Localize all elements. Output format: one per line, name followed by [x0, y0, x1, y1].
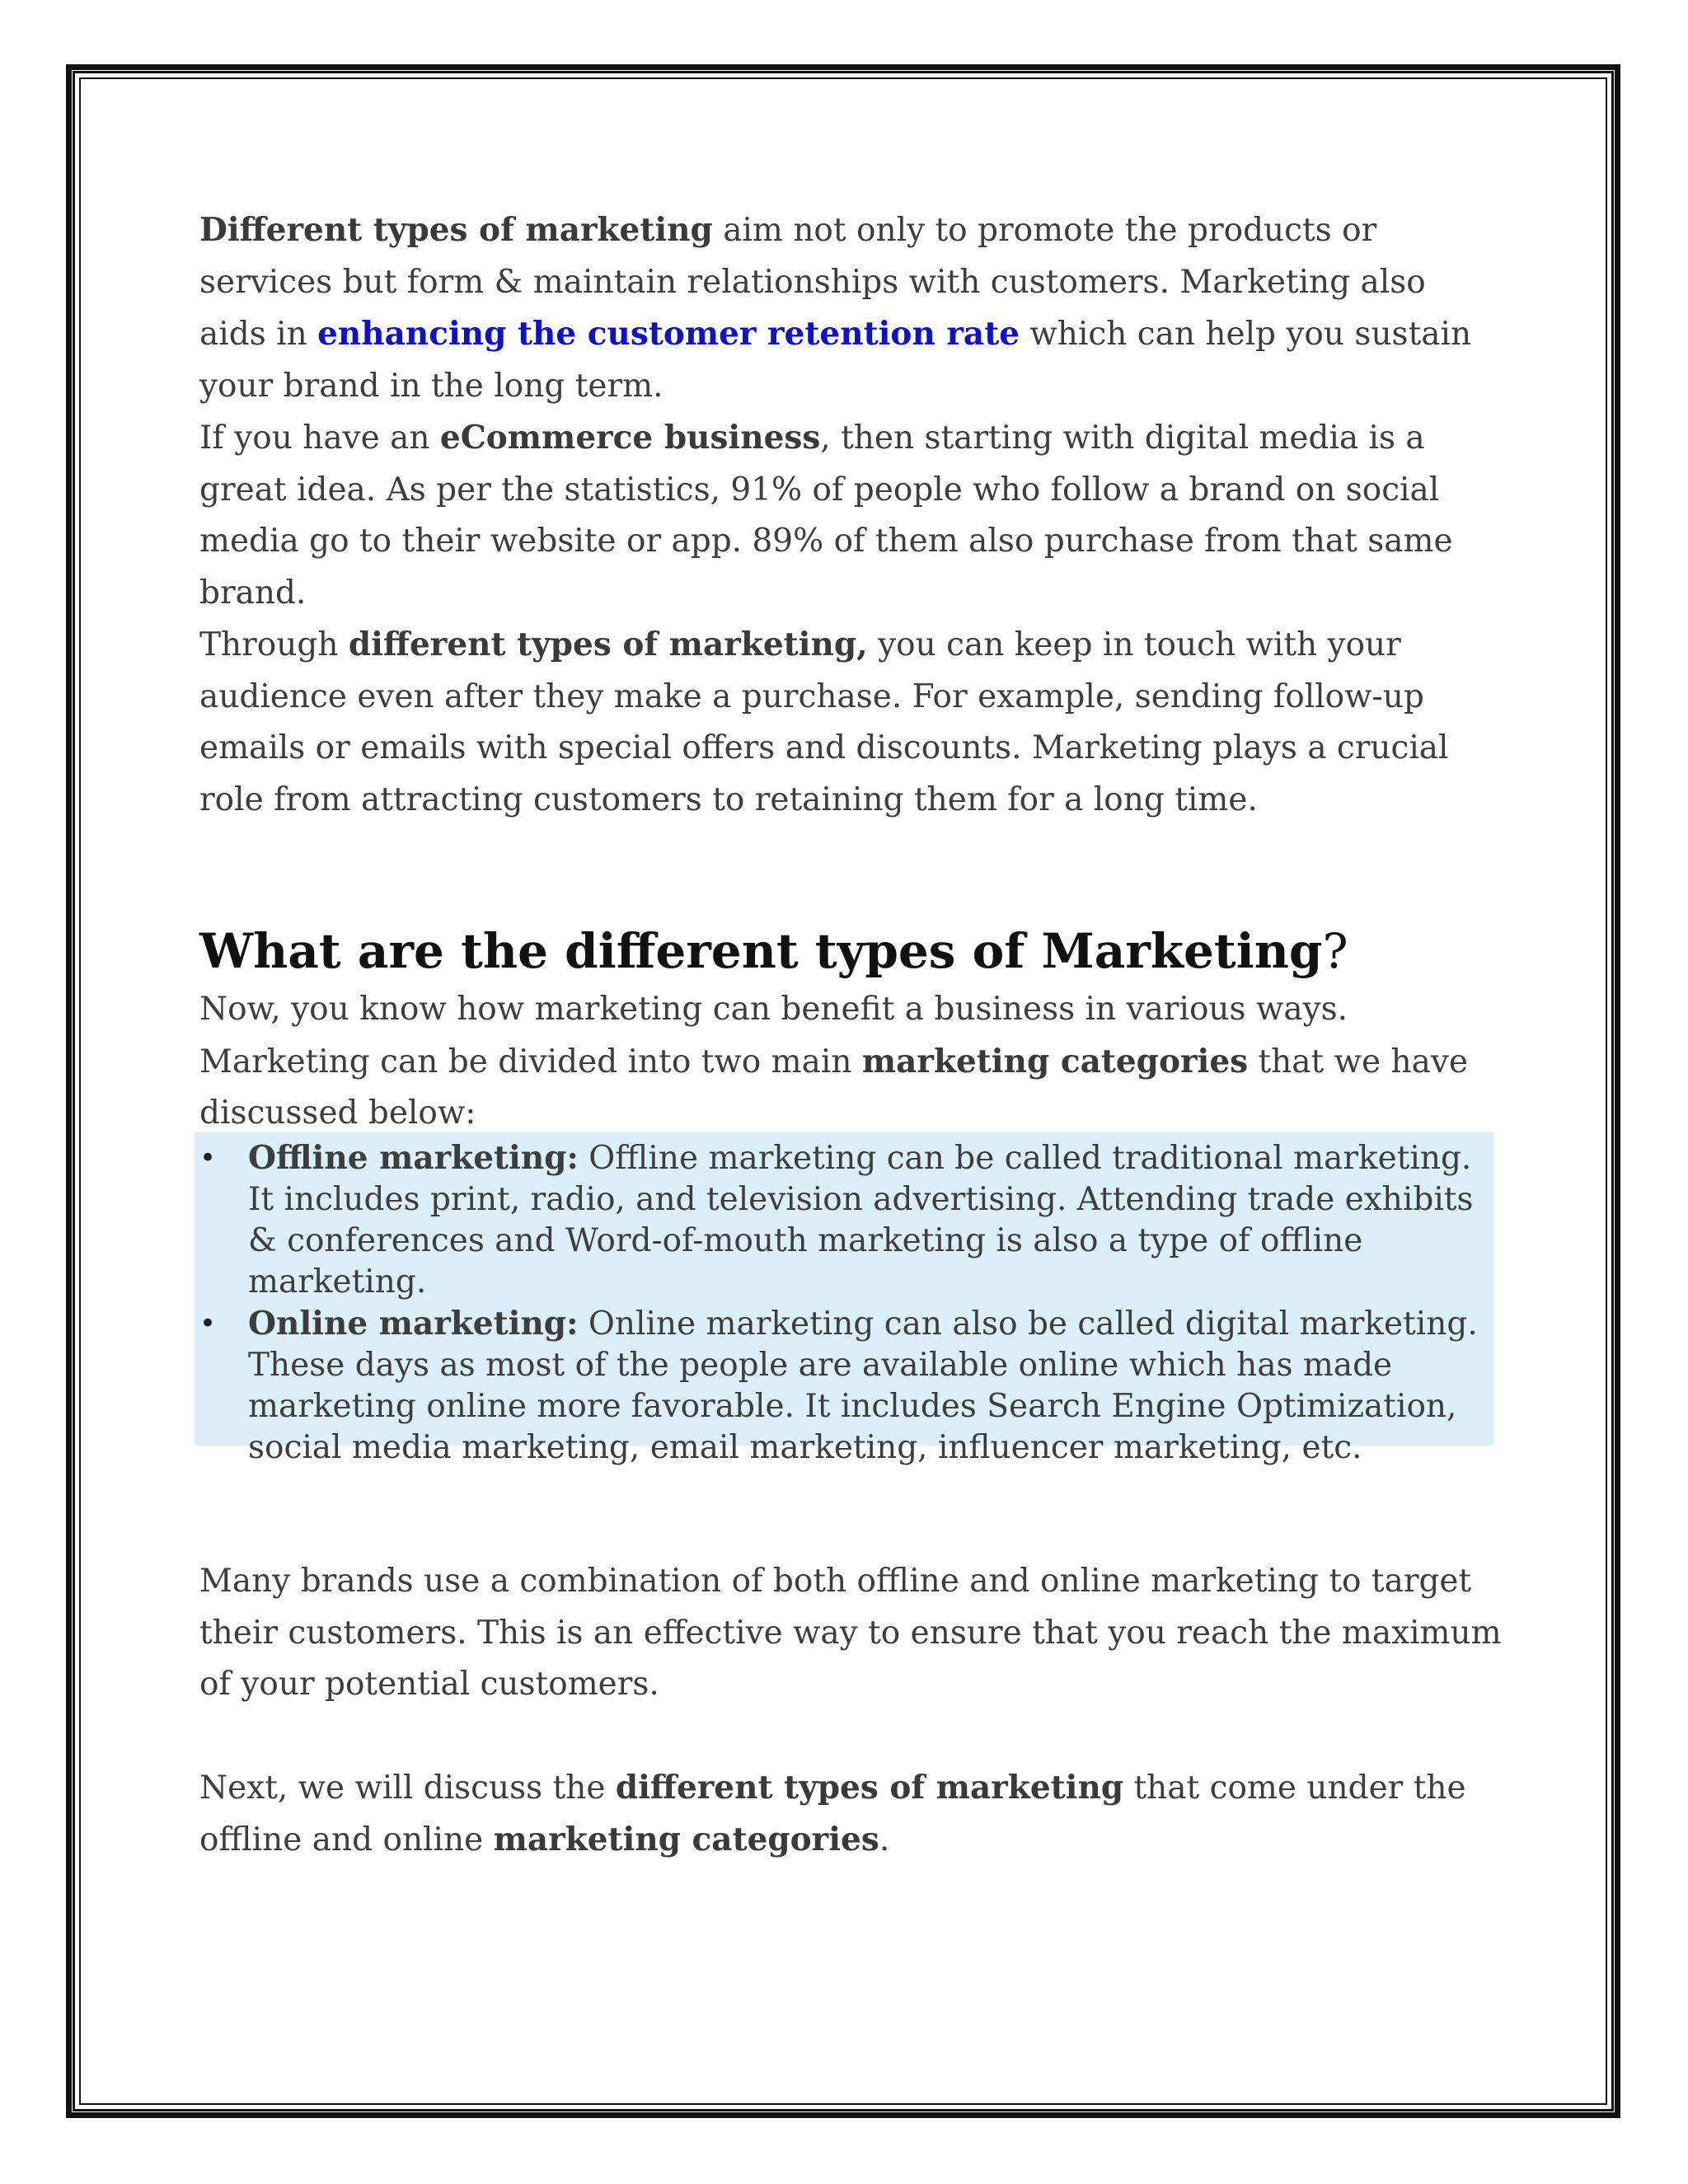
section-lead-paragraph [199, 984, 1502, 1140]
closing-section [199, 1556, 1502, 1867]
p3-bold: different types of marketing, [348, 626, 868, 663]
customer-retention-link[interactable]: enhancing the customer retention rate [317, 315, 1020, 353]
closing-bold-1: different types of marketing [615, 1768, 1124, 1807]
lead-tail: that we have discussed below: [199, 1043, 1468, 1132]
intro-paragraph-1 [199, 204, 1502, 412]
closing-pre: Next, we will discuss the [199, 1769, 616, 1807]
intro-bold-phrase: Different types of marketing [199, 211, 713, 249]
list-item-online [195, 1303, 1501, 1469]
section-heading-question-mark: ? [1322, 923, 1348, 979]
document-body [199, 204, 1502, 1140]
p2-pre: If you have an [199, 419, 440, 457]
closing-paragraph-1: Many brands use a combination of both offline and online marketing to target their customers. This is an effective way to ensure that you reach the maximum of your potential customers. [199, 1563, 1502, 1703]
section-heading-text: What are the different types of Marketing [199, 923, 1323, 979]
marketing-types-list [195, 1137, 1501, 1469]
marketing-types-callout [195, 1132, 1493, 1466]
p3-pre: Through [199, 626, 349, 663]
list-item-offline [195, 1137, 1501, 1303]
intro-text: aim not only to promote the products or services but form & maintain relationships with customers. Marketing also aids in [199, 212, 1426, 353]
section-heading [199, 918, 1502, 984]
intro-tail: which can help you sustain your brand in the long term. [199, 316, 1472, 405]
bullet-icon: • [199, 1307, 217, 1340]
p3-text: you can keep in touch with your audience even after they make a purchase. For example, sending follow-up emails or emails with special offers and discounts. Marketing plays a crucial role from attracting customers to retaining them for a long time. [199, 626, 1449, 818]
bullet-icon: • [199, 1141, 217, 1174]
lead-bold: marketing categories [861, 1042, 1249, 1080]
closing-mid: that come under the offline and online [199, 1769, 1466, 1858]
intro-paragraph-3 [199, 619, 1502, 826]
closing-paragraph-2 [199, 1762, 1502, 1867]
offline-title: Offline marketing: [248, 1139, 579, 1177]
lead-pre: Now, you know how marketing can benefit a business in various ways. Marketing can be divided into two main [199, 991, 1348, 1080]
closing-bold-2: marketing categories [493, 1821, 879, 1858]
ecommerce-bold: eCommerce business [439, 419, 821, 457]
online-text: Online marketing can also be called digital marketing. These days as most of the people are available online which has made marketing online more favorable. It includes Search Engine Optimization, social media marketing, email marketing, influencer marketing, etc. [248, 1305, 1478, 1466]
intro-paragraph-2 [199, 412, 1502, 619]
offline-text: Offline marketing can be called traditional marketing. It includes print, radio, and television advertising. Attending trade exhibits & conferences and Word-of-mouth marketing is also a type of offline marketing. [248, 1140, 1474, 1301]
closing-tail: . [879, 1821, 890, 1858]
online-title: Online marketing: [248, 1305, 579, 1343]
p2-text: , then starting with digital media is a great idea. As per the statistics, 91% of people who follow a brand on social media go to their website or app. 89% of them also purchase from that same brand. [199, 419, 1453, 612]
